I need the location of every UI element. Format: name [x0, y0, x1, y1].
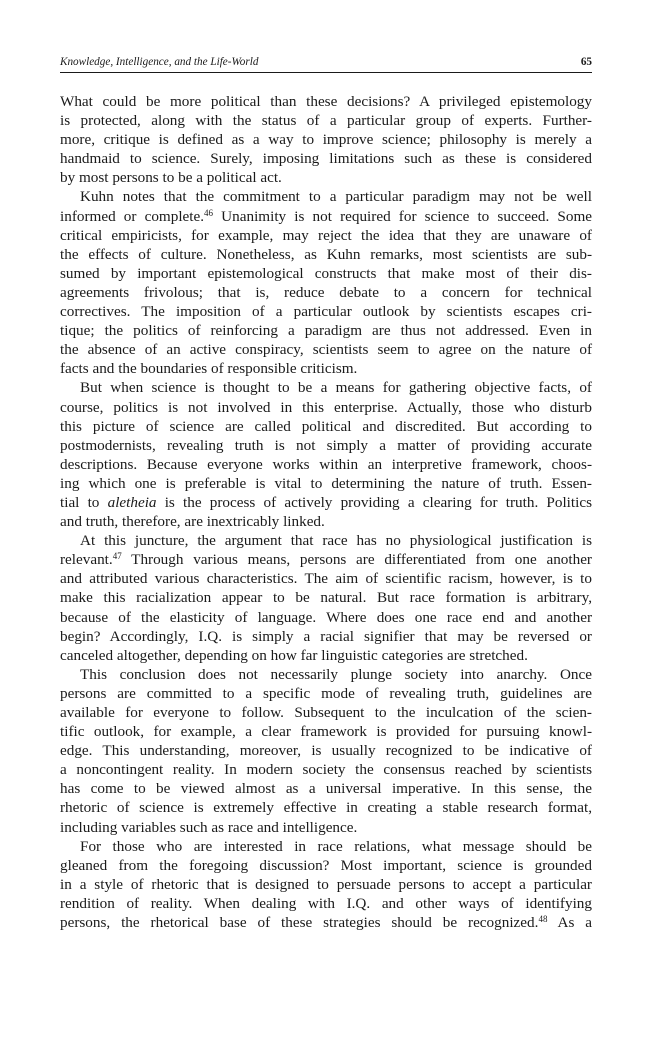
- footnote-ref: 48: [538, 914, 548, 925]
- text-line: [60, 92, 592, 111]
- text-run: in a style of rhetoric that is designed to persuade persons to accept a particular: [60, 875, 592, 893]
- text-run: by most persons to be a political act.: [60, 169, 282, 187]
- footnote-ref: 46: [204, 207, 214, 218]
- text-run: because of the elasticity of language. Where does one race end and another: [60, 608, 592, 626]
- text-line: [60, 646, 592, 665]
- text-run: edge. This understanding, moreover, is usually recognized to be indicative of: [60, 742, 592, 760]
- text-line: [60, 703, 592, 722]
- text-run: relevant.: [60, 551, 113, 569]
- text-run: canceled altogether, depending on how far linguistic categories are stretched.: [60, 646, 528, 664]
- text-run: and attributed various characteristics. The aim of scientific racism, however, is to: [60, 570, 592, 588]
- text-run: this picture of science are called political and discredited. But according to: [60, 417, 592, 435]
- text-run: handmaid to science. Surely, imposing limitations such as these is considered: [60, 150, 592, 168]
- text-line: [60, 760, 592, 779]
- text-line: [60, 856, 592, 875]
- paragraph: [60, 187, 592, 378]
- text-run: begin? Accordingly, I.Q. is simply a racial signifier that may be reversed or: [60, 627, 592, 645]
- text-run: more, critique is defined as a way to improve science; philosophy is merely a: [60, 131, 592, 149]
- text-line: [60, 569, 592, 588]
- text-run: the effects of culture. Nonetheless, as Kuhn remarks, most scientists are sub-: [60, 245, 592, 263]
- text-line: [60, 798, 592, 817]
- text-run: is protected, along with the status of a particular group of experts. Further-: [60, 112, 592, 130]
- footnote-ref: 47: [112, 551, 122, 562]
- text-run: agreements frivolous; that is, reduce debate to a concern for technical: [60, 283, 592, 301]
- text-run: rhetoric of science is extremely effective in creating a stable research format,: [60, 799, 592, 817]
- text-line: [60, 608, 592, 627]
- text-line: [60, 779, 592, 798]
- text-line: [60, 913, 592, 932]
- text-line: [60, 321, 592, 340]
- text-line: [60, 359, 592, 378]
- text-run: postmodernists, revealing truth is not simply a matter of providing accurate: [60, 436, 592, 454]
- text-run: tial to: [60, 493, 108, 511]
- header-rule: [60, 72, 592, 73]
- page-number: 65: [580, 56, 592, 68]
- text-line: [60, 245, 592, 264]
- text-run: persons, the rhetorical base of these strategies should be recognized.: [60, 914, 539, 932]
- text-run: critical empiricists, for example, may reject the idea that they are unaware of: [60, 226, 592, 244]
- text-run: course, politics is not involved in this enterprise. Actually, those who disturb: [60, 398, 592, 416]
- text-run: What could be more political than these decisions? A privileged epistemology: [60, 93, 592, 110]
- text-line: [60, 875, 592, 894]
- text-run: persons are committed to a specific mode of revealing truth, guidelines are: [60, 684, 592, 702]
- italic-term: aletheia: [107, 493, 157, 511]
- text-run: Kuhn notes that the commitment to a particular paradigm may not be well: [80, 188, 592, 206]
- text-run: Unanimity is not required for science to succeed. Some: [213, 207, 592, 225]
- text-line: [60, 818, 592, 837]
- text-run: rendition of reality. When dealing with I.Q. and other ways of identifying: [60, 894, 592, 912]
- text-run: has come to be viewed almost as a universal imperative. In this sense, the: [60, 780, 592, 798]
- text-line: [60, 283, 592, 302]
- text-run: At this juncture, the argument that race has no physiological justification is: [80, 532, 592, 550]
- text-line: [60, 512, 592, 531]
- text-line: [60, 264, 592, 283]
- text-line: [60, 531, 592, 550]
- text-line: [60, 302, 592, 321]
- text-line: [60, 187, 592, 206]
- text-line: [60, 722, 592, 741]
- text-line: [60, 455, 592, 474]
- text-line: [60, 130, 592, 149]
- text-line: [60, 741, 592, 760]
- paragraph: [60, 665, 592, 837]
- text-run: descriptions. Because everyone works within an interpretive framework, choos-: [60, 455, 592, 473]
- text-line: [60, 207, 592, 226]
- running-title: Knowledge, Intelligence, and the Life-World: [60, 56, 259, 68]
- text-line: [60, 226, 592, 245]
- text-run: As a: [547, 914, 593, 932]
- text-run: a noncontingent reality. In modern society the consensus reached by scientists: [60, 761, 592, 779]
- paragraph: [60, 837, 592, 932]
- text-run: ing which one is preferable is vital to determining the nature of truth. Essen-: [60, 474, 592, 492]
- text-line: [60, 168, 592, 187]
- text-run: informed or complete.: [60, 207, 205, 225]
- text-run: including variables such as race and intelligence.: [60, 818, 358, 836]
- text-line: [60, 684, 592, 703]
- text-run: available for everyone to follow. Subsequent to the inculcation of the scien-: [60, 704, 592, 721]
- text-line: [60, 111, 592, 130]
- text-run: This conclusion does not necessarily plunge society into anarchy. Once: [80, 665, 592, 683]
- text-run: For those who are interested in race relations, what message should be: [80, 837, 592, 855]
- text-line: [60, 340, 592, 359]
- text-line: [60, 550, 592, 569]
- text-line: [60, 837, 592, 856]
- text-run: sumed by important epistemological constructs that make most of their dis-: [60, 264, 592, 282]
- text-line: [60, 493, 592, 512]
- body-text: [60, 92, 592, 932]
- text-run: facts and the boundaries of responsible criticism.: [60, 360, 358, 378]
- paragraph: [60, 92, 592, 187]
- text-line: [60, 665, 592, 684]
- text-run: and truth, therefore, are inextricably linked.: [60, 513, 325, 531]
- text-line: [60, 398, 592, 417]
- paragraph: [60, 378, 592, 531]
- text-line: [60, 149, 592, 168]
- text-line: [60, 436, 592, 455]
- text-run: correctives. The imposition of a particular outlook by scientists escapes cri-: [60, 303, 592, 321]
- text-line: [60, 627, 592, 646]
- text-line: [60, 378, 592, 397]
- text-line: [60, 588, 592, 607]
- text-run: the absence of an active conspiracy, scientists seem to agree on the nature of: [60, 341, 592, 359]
- text-run: tific outlook, for example, a clear framework is provided for pursuing knowl-: [60, 723, 592, 741]
- text-run: is the process of actively providing a clearing for truth. Politics: [156, 493, 592, 511]
- text-run: make this racialization appear to be natural. But race formation is arbitrary,: [60, 589, 592, 607]
- text-run: gleaned from the foregoing discussion? Most important, science is grounded: [60, 856, 592, 874]
- text-line: [60, 474, 592, 493]
- paragraph: [60, 531, 592, 665]
- text-line: [60, 894, 592, 913]
- text-run: Through various means, persons are differentiated from one another: [121, 551, 592, 569]
- text-run: But when science is thought to be a means for gathering objective facts, of: [80, 379, 592, 397]
- text-run: tique; the politics of reinforcing a paradigm are thus not addressed. Even in: [60, 322, 592, 340]
- text-line: [60, 417, 592, 436]
- running-head: [60, 56, 592, 69]
